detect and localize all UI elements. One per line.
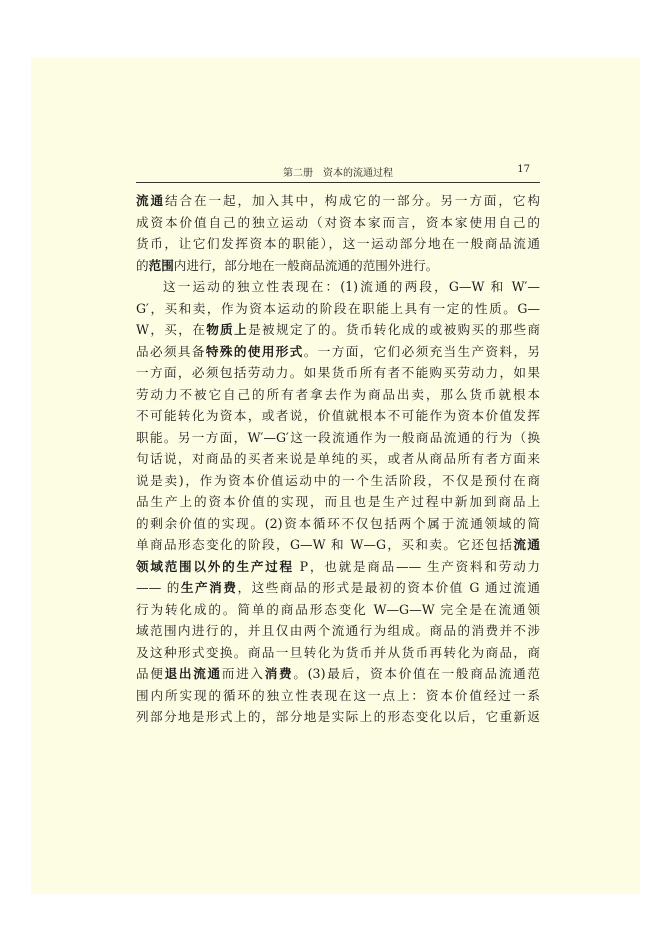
text-run: 域范围内进行的，并且仅由两个流通行为组成。商品的消费并不涉 bbox=[136, 623, 540, 638]
text-line bbox=[136, 212, 540, 234]
text-line bbox=[136, 556, 540, 578]
emphasis-text: 退出流通 bbox=[164, 666, 222, 681]
text-line bbox=[136, 706, 540, 728]
text-run: 这一运动的独立性表现在：(1)流通的两段，G—W 和 W′— bbox=[163, 279, 540, 294]
text-run: 围内所实现的循环的独立性表现在这一点上：资本价值经过一系 bbox=[136, 687, 540, 703]
emphasis-text: 流通 bbox=[513, 537, 540, 552]
text-run: 结合在一起，加入其中，构成它的一部分。另一方面，它构 bbox=[165, 193, 540, 208]
chapter-title: 第二册 资本的流通过程 bbox=[283, 168, 393, 179]
text-run: 列部分地是形式上的，部分地是实际上的形态变化以后，它重新返 bbox=[136, 709, 540, 724]
page-number: 17 bbox=[517, 164, 530, 175]
text-run: 品必须具备 bbox=[136, 343, 206, 359]
text-line bbox=[136, 190, 540, 212]
text-run: G′，买和卖，作为资本运动的阶段在职能上具有一定的性质。G— bbox=[136, 300, 540, 316]
text-run: 行为转化成的。简单的商品形态变化 W—G—W 完全是在流通领 bbox=[136, 601, 540, 617]
running-header bbox=[136, 162, 540, 183]
text-run: 说是卖)，作为资本价值运动中的一个生活阶段，不仅是预付在商 bbox=[136, 472, 540, 488]
text-line bbox=[136, 620, 540, 642]
text-line bbox=[136, 577, 540, 599]
emphasis-text: 流通 bbox=[136, 193, 165, 208]
text-run: 。(3)最后，资本价值在一般商品流通范 bbox=[293, 666, 540, 681]
emphasis-text: 特殊的使用形式 bbox=[205, 343, 304, 359]
text-line bbox=[136, 341, 540, 363]
text-run: 及这种形式变换。商品一旦转化为货币并从货币再转化为商品，商 bbox=[136, 644, 540, 660]
emphasis-text: 物质上 bbox=[206, 322, 249, 337]
text-run: 货币，让它们发挥资本的职能），这一运动部分地在一般商品流通 bbox=[136, 236, 540, 251]
text-run: 而进入 bbox=[221, 666, 265, 681]
text-line bbox=[136, 405, 540, 427]
text-line bbox=[136, 663, 540, 685]
text-line bbox=[136, 427, 540, 449]
text-run: P，也就是商品—— 生产资料和劳动力 bbox=[293, 558, 540, 574]
text-run: 劳动力不被它自己的所有者拿去作为商品出卖，那么货币就根本 bbox=[136, 386, 540, 402]
emphasis-text: 范围 bbox=[148, 257, 174, 273]
text-run: 内进行，部分地在一般商品流通的范围外进行。 bbox=[173, 257, 439, 273]
text-line bbox=[136, 685, 540, 707]
text-run: 是被规定了的。货币转化成的或被购买的那些商 bbox=[248, 322, 540, 337]
text-line bbox=[136, 233, 540, 255]
text-run: 品生产上的资本价值的实现，而且也是生产过程中新加到商品上 bbox=[136, 494, 540, 509]
text-run: ，这些商品的形式是最初的资本价值 G 通过流通 bbox=[237, 580, 540, 595]
text-run: 职能。另一方面，W′—G′这一段流通作为一般商品流通的行为（换 bbox=[136, 429, 540, 445]
text-line bbox=[136, 448, 540, 470]
text-line bbox=[136, 362, 540, 384]
text-line bbox=[136, 384, 540, 406]
text-line bbox=[136, 513, 540, 535]
text-run: 成资本价值自己的独立运动（对资本家而言，资本家使用自己的 bbox=[136, 214, 540, 230]
text-line bbox=[136, 599, 540, 621]
text-run: 一方面，必须包括劳动力。如果货币所有者不能购买劳动力，如果 bbox=[136, 365, 540, 380]
text-run: 不可能转化为资本，或者说，价值就根本不可能作为资本价值发挥 bbox=[136, 408, 540, 423]
text-line bbox=[136, 642, 540, 664]
emphasis-text: 消费 bbox=[264, 666, 294, 681]
text-line bbox=[136, 470, 540, 492]
text-line bbox=[136, 319, 540, 341]
text-run: 句话说，对商品的买者来说是单纯的买，或者从商品所有者方面来 bbox=[136, 451, 540, 466]
text-line bbox=[136, 298, 540, 320]
body-text bbox=[136, 190, 540, 728]
text-line bbox=[136, 255, 540, 277]
text-run: 的 bbox=[136, 257, 149, 273]
text-run: 品便 bbox=[136, 666, 165, 681]
text-run: 的剩余价值的实现。(2)资本循环不仅包括两个属于流通领域的简 bbox=[136, 515, 540, 531]
text-line bbox=[136, 534, 540, 556]
emphasis-text: 生产消费 bbox=[180, 580, 238, 595]
text-line bbox=[136, 276, 540, 298]
text-line bbox=[136, 491, 540, 513]
text-run: —— 的 bbox=[136, 580, 181, 595]
emphasis-text: 领域范围以外的生产过程 bbox=[136, 558, 294, 574]
text-run: W，买，在 bbox=[136, 322, 207, 337]
text-run: 单商品形态变化的阶段，G—W 和 W—G，买和卖。它还包括 bbox=[136, 537, 514, 552]
text-run: 。一方面，它们必须充当生产资料，另 bbox=[303, 343, 540, 359]
